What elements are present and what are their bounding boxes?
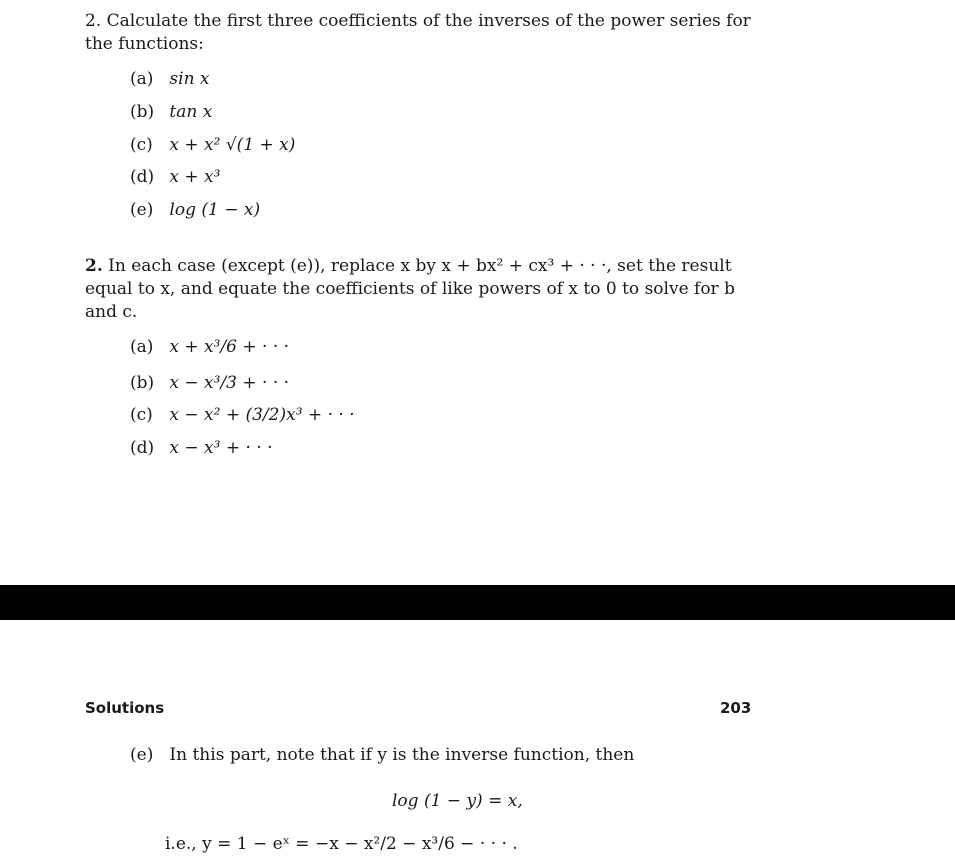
problem-item-d xyxy=(130,166,220,188)
hint-paragraph xyxy=(85,255,760,324)
problem-text: Calculate the first three coefficients of the inverses of the power series for the functions: xyxy=(85,11,751,54)
hint-text: In each case (except (e)), replace x by x + bx² + cx³ + · · ·, set the result equal to x, and equate the coefficients of like powers of x to 0 to solve for b and c. xyxy=(85,256,735,322)
item-label: (b) xyxy=(130,373,155,393)
item-expression: x − x³ + · · · xyxy=(169,438,273,458)
item-label: (d) xyxy=(130,438,155,458)
problem-item-b xyxy=(130,101,212,123)
page-separator xyxy=(0,585,955,620)
running-header-title: Solutions xyxy=(85,699,165,717)
hint-item-c xyxy=(130,404,355,426)
hint-item-b xyxy=(130,372,289,394)
result-text: i.e., y = 1 − eˣ = −x − x²/2 − x³/6 − · · · . xyxy=(165,834,518,854)
item-label: (a) xyxy=(130,337,154,357)
item-label: (c) xyxy=(130,135,153,155)
solution-label: (e) xyxy=(130,745,154,765)
item-expression: x + x² √(1 + x) xyxy=(169,135,296,155)
hint-item-a xyxy=(130,336,289,358)
item-expression: log (1 − x) xyxy=(169,200,261,220)
problem-item-a xyxy=(130,68,210,90)
problem-item-c xyxy=(130,134,295,156)
item-expression: x + x³/6 + · · · xyxy=(169,337,290,357)
solution-intro xyxy=(130,744,634,766)
item-expression: tan x xyxy=(169,102,213,122)
item-label: (c) xyxy=(130,405,153,425)
page-number: 203 xyxy=(720,699,752,717)
equation-text: log (1 − y) = x, xyxy=(392,791,523,811)
item-expression: sin x xyxy=(169,69,210,89)
problem-item-e xyxy=(130,199,260,221)
solution-text: In this part, note that if y is the inverse function, then xyxy=(169,745,635,765)
item-expression: x − x² + (3/2)x³ + · · · xyxy=(169,405,355,425)
hint-item-d xyxy=(130,437,273,459)
solution-equation xyxy=(392,790,523,812)
item-label: (b) xyxy=(130,102,155,122)
hint-number: 2. xyxy=(85,256,103,276)
solution-result xyxy=(165,833,518,855)
problem-statement xyxy=(85,10,760,56)
item-label: (e) xyxy=(130,200,154,220)
item-expression: x − x³/3 + · · · xyxy=(169,373,290,393)
problem-number: 2. xyxy=(85,11,102,31)
item-label: (d) xyxy=(130,167,155,187)
item-expression: x + x³ xyxy=(169,167,221,187)
item-label: (a) xyxy=(130,69,154,89)
